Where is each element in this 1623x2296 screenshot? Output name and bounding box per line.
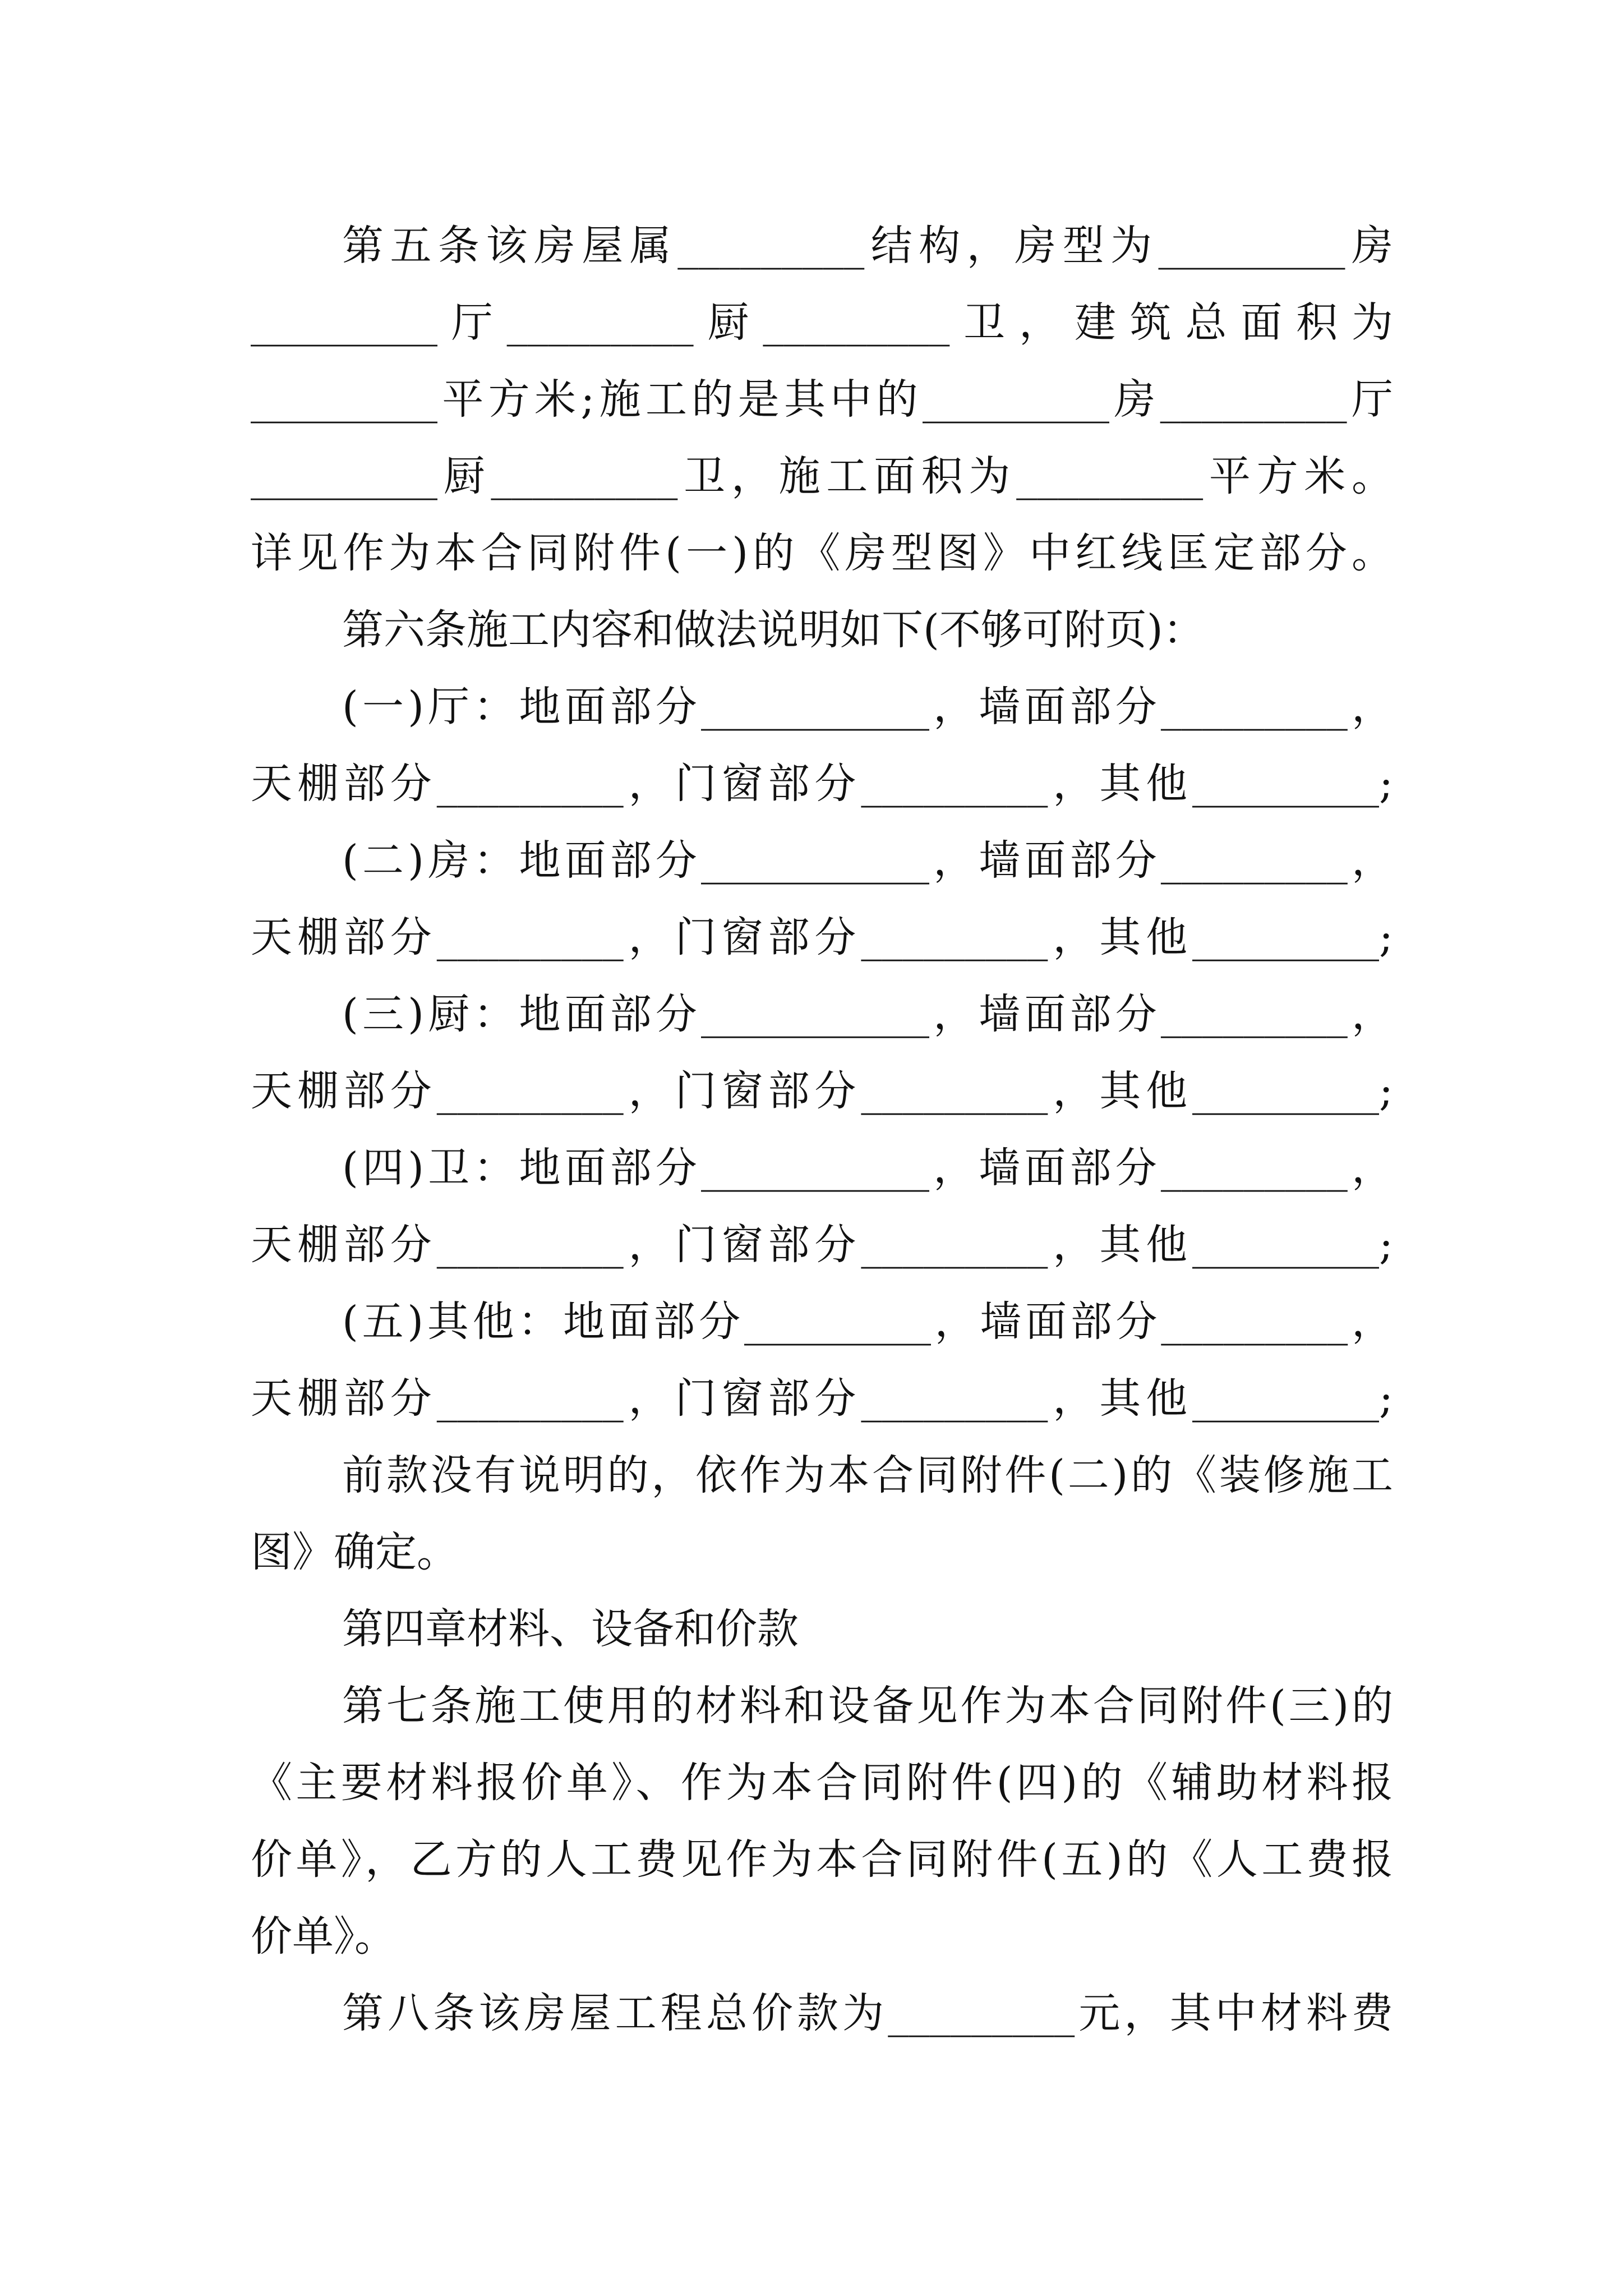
chapter-4-heading [251, 1591, 1393, 1668]
text-line: (三)厨：地面部分___________，墙面部分_________， [342, 990, 1393, 1038]
item-2-room-paragraph [251, 822, 1393, 976]
text-line: 详见作为本合同附件(一)的《房型图》中红线匡定部分。 [251, 529, 1393, 577]
text-line: 天棚部分_________，门窗部分_________，其他_________; [251, 913, 1393, 961]
item-5-other-paragraph [251, 1283, 1393, 1437]
text-line: 第五条该房屋属_________结构，房型为_________房 [342, 222, 1393, 270]
article-8-paragraph [251, 1975, 1393, 2052]
text-line: 天棚部分_________，门窗部分_________，其他_________; [251, 760, 1393, 808]
item-4-bathroom-paragraph [251, 1130, 1393, 1283]
text-line: 前款没有说明的，依作为本合同附件(二)的《装修施工 [342, 1451, 1393, 1499]
text-line: _________厅_________厨_________卫，建筑总面积为 [251, 298, 1393, 347]
chapter-heading: 第四章材料、设备和价款 [342, 1605, 799, 1653]
text-line: _________厨_________卫，施工面积为_________平方米。 [251, 452, 1393, 500]
item-1-hall-paragraph [251, 669, 1393, 822]
article-7-paragraph [251, 1668, 1393, 1975]
text-line: 《主要材料报价单》、作为本合同附件(四)的《辅助材料报 [251, 1759, 1393, 1807]
text-line: _________平方米;施工的是其中的_________房_________厅 [251, 375, 1393, 424]
text-line: (五)其他：地面部分_________，墙面部分_________， [342, 1297, 1393, 1346]
note-paragraph [251, 1437, 1393, 1591]
text-line: (二)房：地面部分___________，墙面部分_________， [342, 836, 1393, 885]
text-line: (四)卫：地面部分___________，墙面部分_________， [342, 1144, 1393, 1192]
article-5-paragraph [251, 208, 1393, 592]
text-line: 价单》，乙方的人工费见作为本合同附件(五)的《人工费报 [251, 1835, 1393, 1884]
text-line: 天棚部分_________，门窗部分_________，其他_________; [251, 1374, 1393, 1423]
text-line: 第六条施工内容和做法说明如下(不够可附页)： [342, 606, 1205, 654]
text-line: 第七条施工使用的材料和设备见作为本合同附件(三)的 [342, 1682, 1393, 1730]
text-line: 价单》。 [251, 1912, 396, 1961]
text-line: 第八条该房屋工程总价款为_________元，其中材料费 [342, 1989, 1393, 2037]
text-line: 图》确定。 [251, 1528, 458, 1576]
item-3-kitchen-paragraph [251, 976, 1393, 1130]
text-line: 天棚部分_________，门窗部分_________，其他_________; [251, 1221, 1393, 1269]
article-6-intro-paragraph [251, 592, 1393, 669]
text-line: 天棚部分_________，门窗部分_________，其他_________; [251, 1067, 1393, 1115]
text-line: (一)厅：地面部分___________，墙面部分_________， [342, 683, 1393, 731]
